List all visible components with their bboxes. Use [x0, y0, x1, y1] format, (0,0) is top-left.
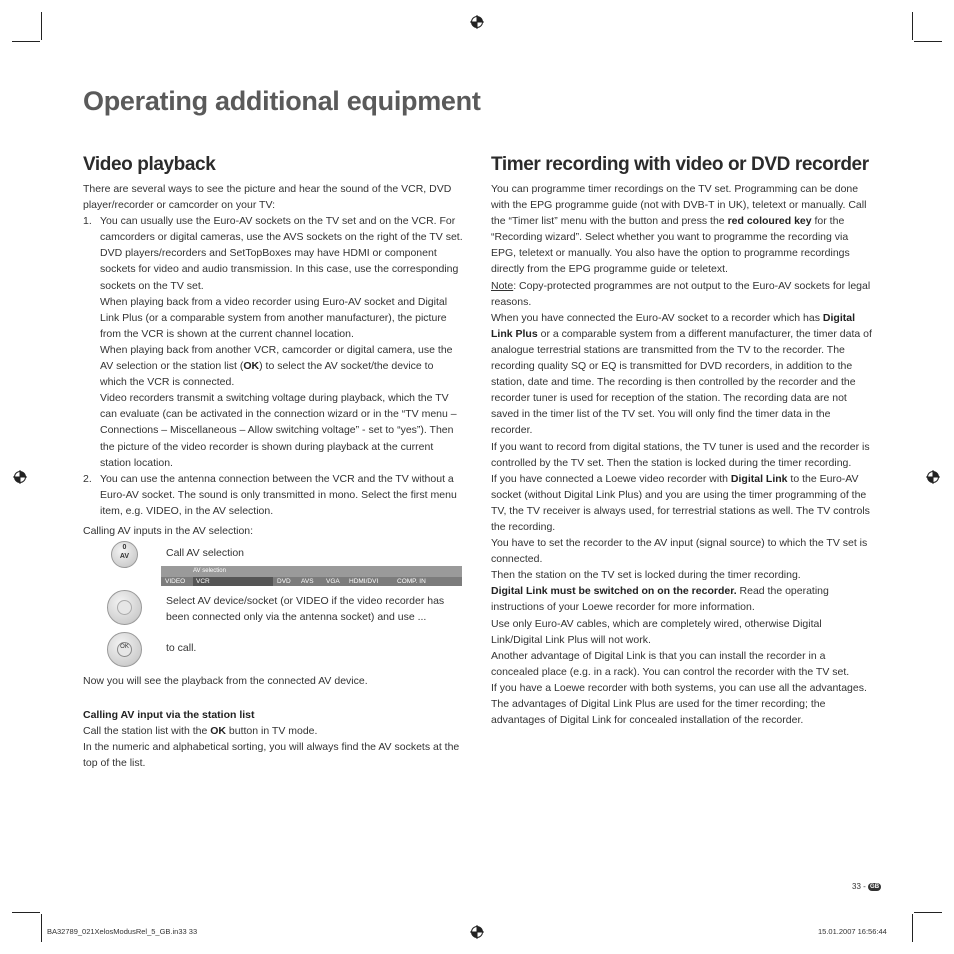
list-item-2 [83, 471, 463, 519]
navigation-ring-center-icon [117, 600, 132, 615]
crop-mark [914, 912, 942, 913]
note-paragraph: Note: Copy-protected programmes are not output to the Euro-AV sockets for legal reasons. [491, 279, 871, 308]
ok-key-label: OK [243, 360, 260, 373]
select-device-text: Select AV device/socket (or VIDEO if the video recorder has been connected only via the antenna socket) and use ... [166, 595, 445, 624]
page-number: 33 - GB [852, 882, 880, 891]
crop-mark [12, 41, 40, 42]
av-selection-menu [161, 566, 462, 586]
paragraph: Another advantage of Digital Link is that you can install the recorder in a concealed place (e.g. in a rack). You can control the recorder with the TV set. [491, 649, 850, 678]
crop-mark [912, 12, 913, 40]
paragraph: You can usually use the Euro-AV sockets on the TV set and on the VCR. For camcorders or digital cameras, use the AVS sockets on the right of the TV set. DVD players/recorders and SetTopBoxes may have HDMI or component sockets for video and audio transmission. In this case, use the corresponding sockets on the TV set. [100, 215, 463, 292]
list-number: 1. [83, 215, 92, 228]
page-title: Operating additional equipment [83, 86, 481, 116]
section-heading-video-playback: Video playback [83, 154, 216, 175]
paragraph: Then the station on the TV set is locked during the timer recording. [491, 569, 801, 582]
av-menu-label: AV selection [193, 568, 226, 574]
paragraph: Video recorders transmit a switching voltage during playback, which the TV can evaluate (can be activated in the connection wizard or in the “TV menu – Connections – Miscellaneous – Allow switching voltage” - set to “yes”). Then the picture of the video recorder is shown during playback at the current station location. [100, 392, 457, 469]
paragraph: If you have a Loewe recorder with both systems, you can use all the advantages. The advantages of Digital Link Plus are used for the timer recording; the advantages of Digital Link for concealed installation of the recorder. [491, 681, 867, 727]
registration-mark-icon [470, 925, 484, 939]
registration-mark-icon [470, 15, 484, 29]
gb-badge: GB [870, 884, 880, 890]
crop-mark [41, 914, 42, 942]
paragraph: When you have connected the Euro-AV socket to a recorder which has Digital Link Plus or a comparable system from a different manufacturer, the timer data of analogue terrestrial stations are transmitted from the TV to the recorder. The recording quality SQ or EQ is transmitted for DVD recorders, in addition to the station, date and time. The recording is then controlled by the recorder and the recorder tuner is used for reception of the station. The recording data are not saved in the timer list of the TV set. You will only find the timer data in the recorder. [491, 311, 872, 437]
paragraph: Digital Link must be switched on on the recorder. Read the operating instructions of your Loewe recorder for more information. [491, 585, 829, 614]
paragraph: When playing back from another VCR, camcorder or digital camera, use the AV selection or the station list (OK) to select the AV socket/the device to which the VCR is connected. [100, 343, 453, 389]
av-key-label: AV [119, 553, 130, 560]
crop-mark [912, 914, 913, 942]
av-item-hdmi-dvi: HDMI/DVI [349, 578, 379, 585]
note-label: Note [491, 279, 514, 292]
footer-date: 15.01.2007 16:56:44 [818, 927, 887, 936]
right-column [491, 181, 873, 728]
section-heading-timer-recording: Timer recording with video or DVD recorder [491, 154, 869, 175]
ok-key-label: OK [210, 725, 226, 738]
paragraph: You can programme timer recordings on the TV set. Programming can be done with the EPG programme guide (not with DVB-T in UK), teletext or manually. Call the “Timer list” menu with the button and press the red coloured key for the “Recording wizard”. Select whether you want to programme the recording via EPG, teletext or manually. You also have the option to programme recordings directly from the EPG programme guide or teletext. [491, 183, 867, 276]
paragraph: In the numeric and alphabetical sorting, you will always find the AV sockets at the top of the list. [83, 741, 460, 770]
crop-mark [12, 912, 40, 913]
paragraph: Now you will see the playback from the connected AV device. [83, 675, 368, 687]
footer-file-info: BA32789_021XelosModusRel_5_GB.in33 33 [47, 927, 198, 936]
paragraph: Call the station list with the OK button in TV mode. [83, 725, 318, 738]
call-av-selection-text: Call AV selection [166, 547, 245, 559]
list-number: 2. [83, 472, 92, 485]
paragraph: You can use the antenna connection between the VCR and the TV without a Euro-AV socket. The sound is only transmitted in mono. Select the first menu item, e.g. VIDEO, in the AV selection. [100, 472, 457, 517]
av-item-avs: AVS [301, 578, 314, 585]
sub-heading: Calling AV input via the station list [83, 709, 255, 722]
registration-mark-icon [926, 470, 940, 484]
paragraph: If you want to record from digital stations, the TV tuner is used and the recorder is controlled by the TV set. Then the station is locked during the timer recording. [491, 440, 870, 469]
to-call-text: to call. [166, 642, 197, 654]
av-item-comp-in: COMP. IN [397, 578, 426, 585]
ok-key-label: OK [120, 644, 129, 650]
left-column-lower [83, 673, 463, 771]
av-item-video: VIDEO [165, 578, 186, 585]
paragraph: Calling AV inputs in the AV selection: [83, 524, 254, 537]
crop-mark [914, 41, 942, 42]
paragraph: Use only Euro-AV cables, which are completely wired, otherwise Digital Link/Digital Link Plus will not work. [491, 617, 822, 646]
av-key-digit: 0 [122, 544, 127, 551]
intro-paragraph: There are several ways to see the picture and hear the sound of the VCR, DVD player/recorder or camcorder on your TV: [83, 183, 452, 212]
paragraph: If you have connected a Loewe video recorder with Digital Link to the Euro-AV socket (without Digital Link Plus) and you are using the timer programming of the TV, the TV receiver is always used, for terrestrial stations as well. The TV controls the recording. [491, 472, 870, 533]
av-item-vga: VGA [326, 578, 340, 585]
paragraph: When playing back from a video recorder using Euro-AV socket and Digital Link Plus (or a comparable system from another manufacturer), the picture from the VCR is shown at the current channel location. [100, 295, 448, 340]
crop-mark [41, 12, 42, 40]
av-item-dvd: DVD [277, 578, 291, 585]
av-item-vcr: VCR [196, 578, 210, 585]
list-item-1 [83, 213, 463, 471]
left-column [83, 181, 463, 539]
registration-mark-icon [13, 470, 27, 484]
paragraph: You have to set the recorder to the AV input (signal source) to which the TV set is connected. [491, 537, 868, 566]
